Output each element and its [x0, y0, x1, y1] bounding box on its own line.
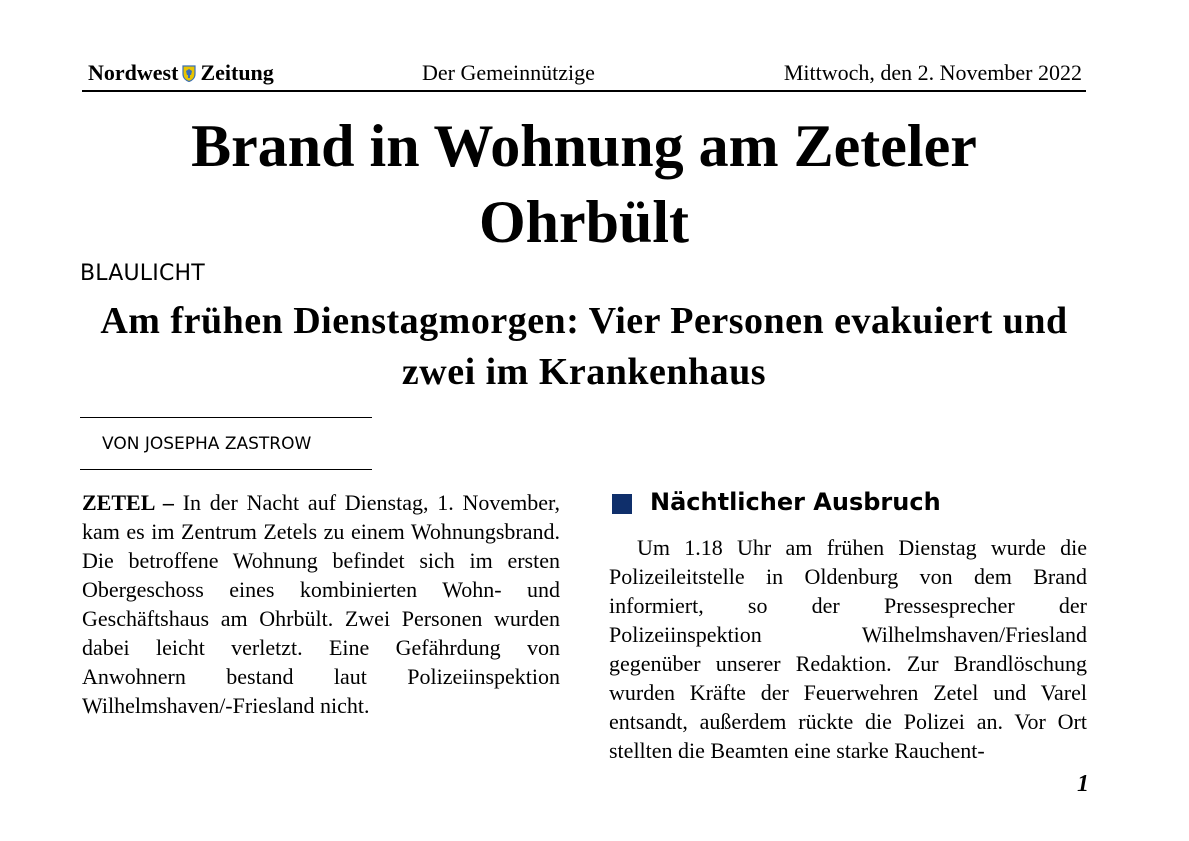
issue-date: Mittwoch, den 2. November 2022 [783, 60, 1082, 85]
byline-box [80, 417, 372, 470]
newspaper-logo [88, 60, 274, 86]
section-heading [612, 488, 941, 516]
lead-text: In der Nacht auf Dienstag, 1. November, kam es im Zentrum Zetels zu einem Wohnungsbrand. Die betroffene Wohnung befindet sich im ersten Obergeschoss eines kombinierten Wohn- und Geschäftshaus am Ohrbült. Zwei Personen wurden dabei leicht verletzt. Eine Gefährdung von Anwohnern bestand laut Polizeiinspektion Wilhelmshaven/-Friesland nicht. [82, 490, 560, 718]
article-kicker: BLAULICHT [80, 261, 205, 286]
square-bullet-icon [612, 494, 632, 514]
brand-name-left: Nordwest [88, 60, 179, 85]
article-headline: Brand in Wohnung am Zeteler Ohrbült [191, 113, 977, 255]
section-paragraph: Um 1.18 Uhr am frühen Dienstag wurde die Polizeileitstelle in Oldenburg von dem Brand informiert, so der Pressesprecher der Polizeiinspektion Wilhelmshaven/Friesland gegenüber unserer Redaktion. Zur Brandlöschung wurden Kräfte der Feuerwehren Zetel und Varel entsandt, außerdem rückte die Polizei an. Vor Ort stellten die Beamten eine starke Rauchent- [609, 535, 1087, 763]
lead-paragraph [82, 488, 560, 720]
brand-name-right: Zeitung [200, 60, 274, 85]
page-number: 1 [1077, 771, 1089, 797]
masthead [82, 58, 1086, 92]
article-column-right [609, 533, 1087, 765]
section-heading-text: Nächtlicher Ausbruch [650, 488, 941, 516]
edition-name: Der Gemeinnützige [422, 60, 595, 85]
coat-of-arms-icon [182, 62, 196, 79]
article-column-left [82, 488, 560, 720]
dateline: ZETEL – [82, 490, 174, 515]
article-subheadline: Am frühen Dienstagmorgen: Vier Personen evakuiert und zwei im Krankenhaus [100, 300, 1068, 393]
author-byline: VON JOSEPHA ZASTROW [102, 434, 312, 454]
